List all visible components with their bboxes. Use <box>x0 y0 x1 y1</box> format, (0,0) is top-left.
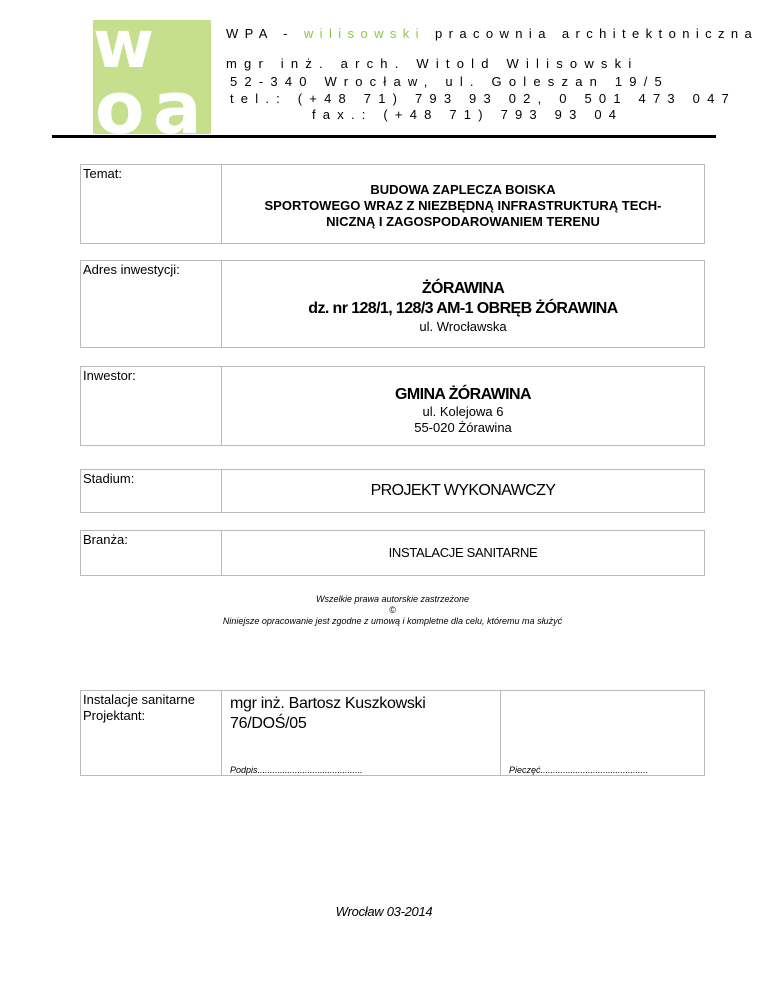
stadium-value: PROJEKT WYKONAWCZY <box>370 482 556 499</box>
adres-street: ul. Wrocławska <box>419 319 507 334</box>
adres-town: ŻÓRAWINA <box>421 280 505 297</box>
inwestor-name: GMINA ŻÓRAWINA <box>395 386 531 403</box>
stamp-cell <box>500 690 705 776</box>
firm-phone: tel.: (+48 71) 793 93 02, 0 501 473 047 <box>230 91 736 106</box>
stadium-label-cell <box>80 469 222 513</box>
temat-line-1: BUDOWA ZAPLECZA BOISKA <box>370 182 556 197</box>
architect-name: mgr inż. arch. Witold Wilisowski <box>226 56 639 71</box>
branza-label: Branża: <box>83 532 128 547</box>
company-logo <box>93 20 211 134</box>
designer-label-2: Projektant: <box>83 708 146 723</box>
designer-label-cell <box>80 690 222 776</box>
temat-label: Temat: <box>83 166 123 181</box>
signature-field: Podpis.......................................... <box>230 765 363 775</box>
designer-info-cell <box>221 690 501 776</box>
inwestor-city: 55-020 Żórawina <box>414 420 512 435</box>
designer-license: 76/DOŚ/05 <box>230 715 307 732</box>
temat-line-2: SPORTOWEGO WRAZ Z NIEZBĘDNĄ INFRASTRUKTURĄ TECH- <box>264 198 662 213</box>
place-date: Wrocław 03-2014 <box>335 904 433 919</box>
header-divider <box>52 135 716 138</box>
inwestor-value-cell <box>221 366 705 446</box>
firm-prefix: WPA - <box>226 26 294 41</box>
designer-label-1: Instalacje sanitarne <box>83 692 196 707</box>
branza-value: INSTALACJE SANITARNE <box>388 545 538 560</box>
adres-label-cell <box>80 260 222 348</box>
logo-letter-a: a <box>153 66 202 134</box>
inwestor-street: ul. Kolejowa 6 <box>422 404 504 419</box>
stadium-label: Stadium: <box>83 471 135 486</box>
stadium-value-cell <box>221 469 705 513</box>
logo-letter-o: o <box>95 66 145 134</box>
copyright-line-2: Niniejsze opracowanie jest zgodne z umową i kompletne dla celu, któremu ma służyć <box>222 616 563 626</box>
temat-label-cell <box>80 164 222 244</box>
temat-value-cell <box>221 164 705 244</box>
firm-name <box>226 26 758 41</box>
adres-value-cell <box>221 260 705 348</box>
copyright-line-1: Wszelkie prawa autorskie zastrzeżone <box>315 594 470 604</box>
copyright-symbol: © <box>389 605 396 615</box>
temat-text <box>222 182 704 230</box>
firm-fax: fax.: (+48 71) 793 93 04 <box>312 107 624 122</box>
designer-name: mgr inż. Bartosz Kuszkowski <box>230 695 426 712</box>
firm-suffix: pracownia architektoniczna <box>434 26 759 41</box>
logo-letter-w: w <box>93 20 154 83</box>
firm-name-accent: wilisowski <box>303 26 425 41</box>
branza-label-cell <box>80 530 222 576</box>
temat-line-3: NICZNĄ I ZAGOSPODAROWANIEM TERENU <box>326 214 600 229</box>
firm-address: 52-340 Wrocław, ul. Goleszan 19/5 <box>230 74 669 89</box>
branza-value-cell <box>221 530 705 576</box>
inwestor-label-cell <box>80 366 222 446</box>
adres-plot: dz. nr 128/1, 128/3 AM-1 OBRĘB ŻÓRAWINA <box>308 300 618 317</box>
inwestor-label: Inwestor: <box>83 368 136 383</box>
adres-label: Adres inwestycji: <box>83 262 180 277</box>
stamp-field: Pieczęć........................................... <box>509 765 649 775</box>
